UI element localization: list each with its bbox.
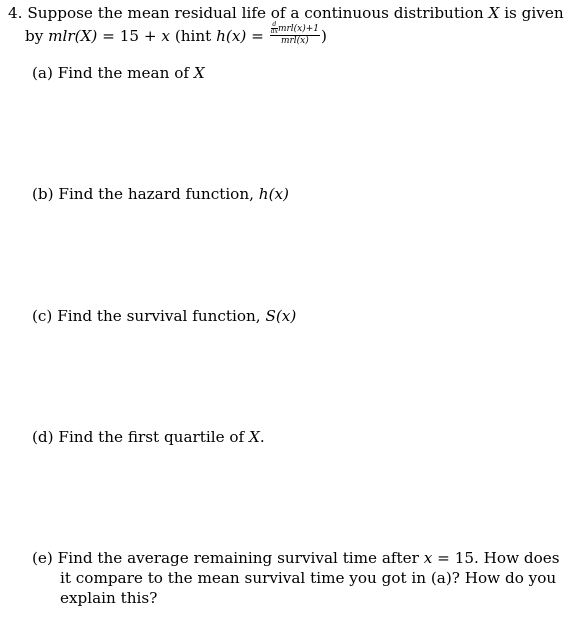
part-math: h(x) xyxy=(258,185,289,203)
part-e-math: x xyxy=(423,549,433,567)
part-label: (a) xyxy=(32,64,53,82)
question-number: 4. xyxy=(8,4,23,22)
part-text: Find the mean of xyxy=(57,64,189,82)
part-d xyxy=(32,427,265,447)
equals-expression: = 15 + xyxy=(102,27,157,45)
by-text: by xyxy=(25,27,44,45)
part-math: S(x) xyxy=(265,307,297,325)
x-variable: x xyxy=(161,27,170,45)
part-text: Find the hazard function, xyxy=(58,185,254,203)
derivative-d: d xyxy=(272,21,277,28)
hint-h: h(x) xyxy=(216,27,247,45)
part-e-text1: Find the average remaining survival time after xyxy=(57,549,419,567)
fraction-denominator: mrl(x) xyxy=(280,36,309,46)
mlr-expression: mlr(X) xyxy=(48,27,98,45)
question-intro-line1 xyxy=(8,3,564,23)
part-e-text1-end: = 15. How does xyxy=(437,549,560,567)
part-label: (d) xyxy=(32,428,54,446)
part-math: X xyxy=(249,428,260,446)
hint-fraction xyxy=(270,22,320,46)
part-e-line1 xyxy=(32,548,560,568)
derivative-dx: dx xyxy=(270,28,278,35)
question-intro-text: Suppose the mean residual life of a continuous distribution xyxy=(27,4,484,22)
hint-open: (hint xyxy=(174,27,212,45)
part-a xyxy=(32,63,205,83)
question-intro-line2 xyxy=(25,21,327,49)
part-b xyxy=(32,184,289,204)
derivative-operator xyxy=(271,22,278,35)
part-tail: . xyxy=(259,428,265,446)
hint-equals: = xyxy=(251,27,264,45)
numerator-rest: mrl(x)+1 xyxy=(277,24,320,34)
question-intro-end: is given xyxy=(504,4,564,22)
part-text: Find the first quartile of xyxy=(58,428,245,446)
part-label: (b) xyxy=(32,185,54,203)
part-text: Find the survival function, xyxy=(57,307,261,325)
part-math: X xyxy=(193,64,205,82)
variable-x: X xyxy=(488,4,500,22)
fraction-numerator xyxy=(270,22,320,36)
part-c xyxy=(32,306,296,326)
hint-close: ) xyxy=(321,27,327,45)
part-e-line3: explain this? xyxy=(60,589,158,607)
part-e-label: (e) xyxy=(32,549,53,567)
part-e-line2: it compare to the mean survival time you got in (a)? How do you xyxy=(60,569,557,587)
part-label: (c) xyxy=(32,307,53,325)
